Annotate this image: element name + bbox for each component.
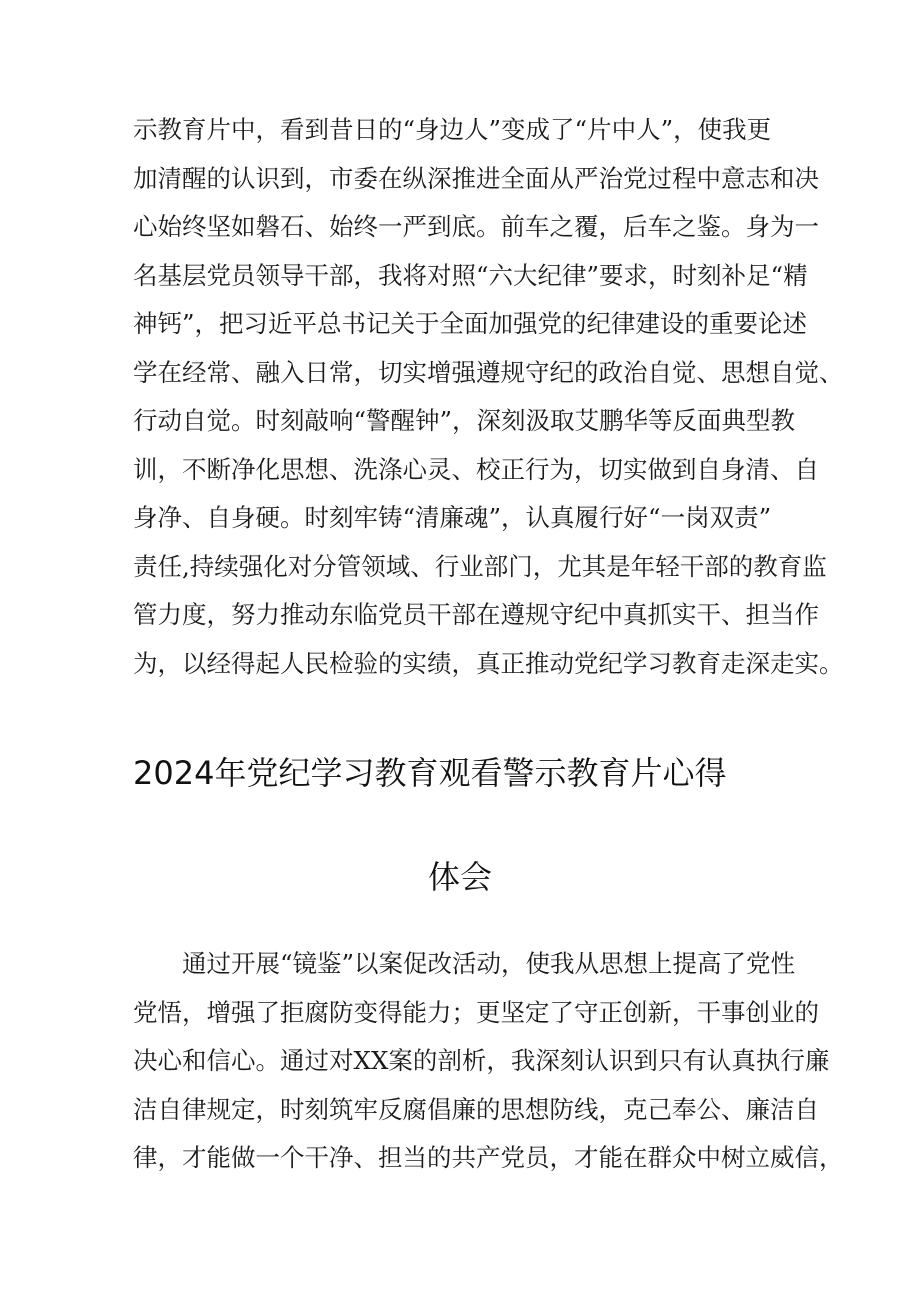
text-line: 决心和信心。通过对XX案的剖析，我深刻认识到只有认真执行廉 [133,1046,830,1075]
previous-article-body [133,106,844,688]
text-line: 学在经常、融入日常，切实增强遵规守纪的政治自觉、思想自觉、 [133,357,844,387]
text-line: 示教育片中，看到昔日的“身边人”变成了“片中人”，使我更 [133,115,772,144]
text-line: 名基层党员领导干部，我将对照“六大纪律”要求，时刻补足“精 [133,260,808,290]
text-line: 管力度，努力推动东临党员干部在遵规守纪中真抓实干、担当作 [133,600,819,629]
text-line: 责任,持续强化对分管领域、行业部门，尤其是年轻干部的教育监 [133,551,827,581]
text-line: 通过开展“镜鉴”以案促改活动，使我从思想上提高了党性 [182,949,796,978]
text-line: 训，不断净化思想、洗涤心灵、校正行为，切实做到自身清、自 [133,454,819,484]
text-line: 加清醒的认识到，市委在纵深推进全面从严治党过程中意志和决 [133,163,819,193]
article-title: 2024年党纪学习教育观看警示教育片心得 [133,754,727,792]
text-line: 为，以经得起人民检验的实绩，真正推动党纪学习教育走深走实。 [133,648,844,678]
text-line: 身净、自身硬。时刻牢铸“清廉魂”，认真履行好“一岗双责” [133,503,772,532]
text-line: 神钙”，把习近平总书记关于全面加强党的纪律建设的重要论述 [133,309,808,338]
text-line: 心始终坚如磐石、始终一严到底。前车之覆，后车之鉴。身为一 [133,212,819,241]
text-line: 律，才能做一个干净、担当的共产党员，才能在群众中树立威信， [133,1143,844,1172]
text-line: 行动自觉。时刻敲响“警醒钟”，深刻汲取艾鹏华等反面典型教 [133,406,796,435]
article-title-continued: 体会 [427,858,492,896]
text-line: 党悟，增强了拒腐防变得能力；更坚定了守正创新，干事创业的 [133,997,819,1027]
text-line: 洁自律规定，时刻筑牢反腐倡廉的思想防线，克己奉公、廉洁自 [133,1094,819,1124]
article-body [133,940,844,1183]
